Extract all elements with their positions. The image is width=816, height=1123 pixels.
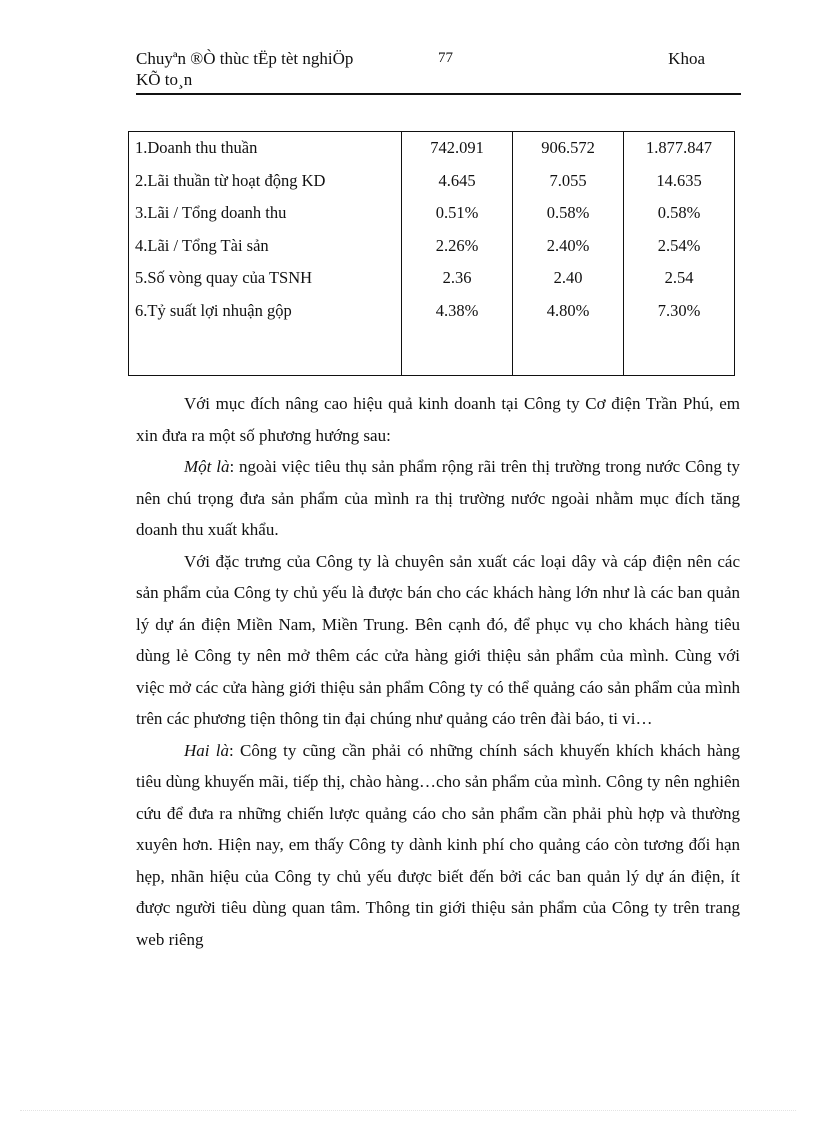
paragraph-lead: Một là — [184, 457, 230, 476]
page-bottom-divider — [20, 1110, 796, 1111]
row-label: 4.Lãi / Tổng Tài sản — [129, 230, 402, 263]
header-title — [136, 48, 353, 90]
paragraph — [136, 451, 740, 546]
row-label: 6.Tỷ suất lợi nhuận gộp — [129, 295, 402, 328]
cell-value: 0.58% — [513, 197, 624, 230]
cell-value: 2.54% — [624, 230, 735, 263]
cell-value: 0.58% — [624, 197, 735, 230]
empty-cell — [624, 327, 735, 376]
table-row-empty — [129, 327, 735, 376]
cell-value: 4.38% — [402, 295, 513, 328]
cell-value: 7.30% — [624, 295, 735, 328]
cell-value: 742.091 — [402, 132, 513, 165]
row-label: 3.Lãi / Tổng doanh thu — [129, 197, 402, 230]
paragraph: Với mục đích nâng cao hiệu quả kinh doanh tại Công ty Cơ điện Trần Phú, em xin đưa ra một số phương hướng sau: — [136, 394, 740, 445]
cell-value: 2.26% — [402, 230, 513, 263]
body-text — [136, 388, 740, 955]
cell-value: 7.055 — [513, 165, 624, 198]
cell-value: 2.40% — [513, 230, 624, 263]
header-faculty: Khoa — [668, 49, 705, 68]
cell-value: 1.877.847 — [624, 132, 735, 165]
header-divider — [136, 93, 741, 95]
empty-cell — [402, 327, 513, 376]
cell-value: 4.645 — [402, 165, 513, 198]
row-label: 5.Số vòng quay của TSNH — [129, 262, 402, 295]
paragraph — [136, 735, 740, 956]
cell-value: 2.54 — [624, 262, 735, 295]
paragraph-text: : ngoài việc tiêu thụ sản phẩm rộng rãi trên thị trường trong nước Công ty nên chú trọng đưa sản phẩm của mình ra thị trường nước ngoài nhằm mục đích tăng doanh thu xuất khẩu. — [136, 457, 741, 539]
cell-value: 4.80% — [513, 295, 624, 328]
cell-value: 2.36 — [402, 262, 513, 295]
paragraph-text: : Công ty cũng cần phải có những chính sách khuyến khích khách hàng tiêu dùng khuyến mãi, tiếp thị, chào hàng…cho sản phẩm của mình. Công ty nên nghiên cứu để đưa ra những chiến lược quảng cáo cho sản phẩm cần phải phù hợp và thường xuyên hơn. Hiện nay, em thấy Công ty dành kinh phí cho quảng cáo còn tương đối hạn hẹp, nhãn hiệu của Công ty chủ yếu được biết đến bởi các ban quản lý dự án điện, ít được người tiêu dùng quan tâm. Thông tin giới thiệu sản phẩm của Công ty trên trang web riêng — [136, 740, 741, 949]
table-row — [129, 132, 735, 165]
table-row — [129, 197, 735, 230]
table-row — [129, 295, 735, 328]
page-number: 77 — [438, 50, 453, 66]
cell-value: 906.572 — [513, 132, 624, 165]
header-title-line2: KÕ to¸n — [136, 70, 193, 89]
header-title-line1: Chuyªn ®Ò thùc tËp tèt nghiÖp — [136, 49, 354, 68]
table-row — [129, 165, 735, 198]
cell-value: 2.40 — [513, 262, 624, 295]
cell-value: 14.635 — [624, 165, 735, 198]
paragraph-lead: Hai là — [184, 740, 230, 760]
empty-cell — [129, 327, 402, 376]
page-header — [136, 48, 741, 94]
financial-indicators-table — [128, 131, 735, 376]
table-row — [129, 230, 735, 263]
table-row — [129, 262, 735, 295]
empty-cell — [513, 327, 624, 376]
paragraph: Với đặc trưng của Công ty là chuyên sản xuất các loại dây và cáp điện nên các sản phẩm của Công ty chủ yếu là được bán cho các khách hàng lớn như là các ban quản lý dự án điện Miền Nam, Miền Trung. Bên cạnh đó, để phục vụ cho khách hàng tiêu dùng lẻ Công ty nên mở thêm các cửa hàng giới thiệu sản phẩm của mình. Cùng với việc mở các cửa hàng giới thiệu sản phẩm Công ty có thể quảng cáo sản phẩm của mình trên các phương tiện thông tin đại chúng như quảng cáo trên đài báo, ti vi… — [136, 551, 740, 728]
row-label: 1.Doanh thu thuần — [129, 132, 402, 165]
cell-value: 0.51% — [402, 197, 513, 230]
row-label: 2.Lãi thuần từ hoạt động KD — [129, 165, 402, 198]
